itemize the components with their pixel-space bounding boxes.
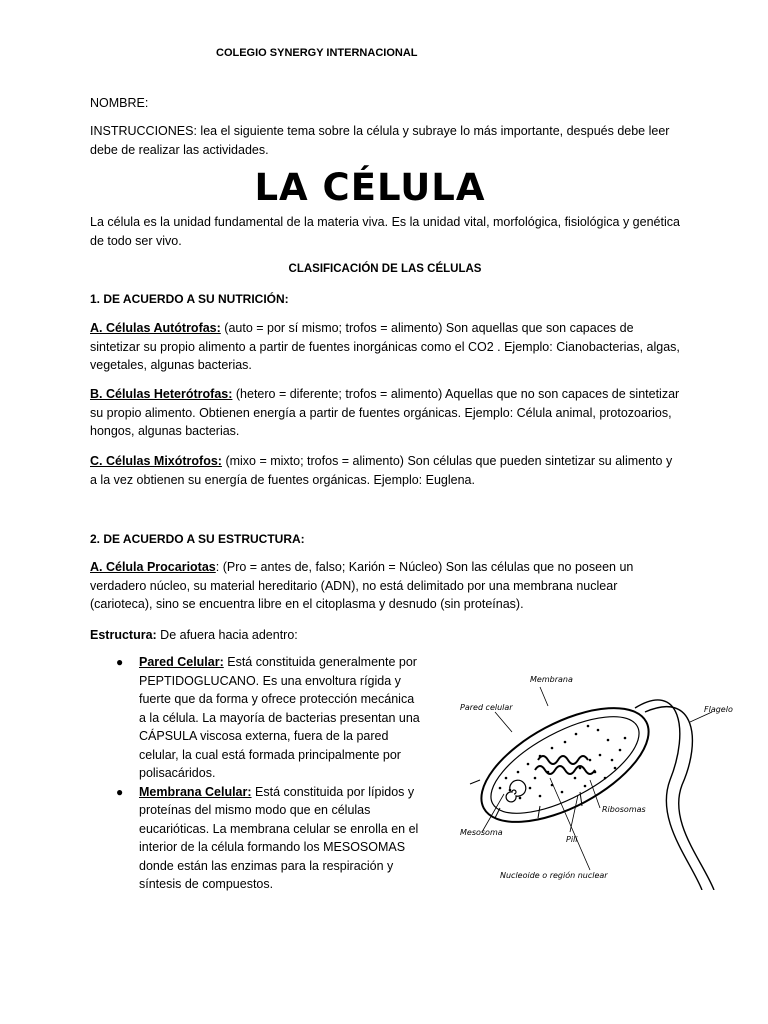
section1-heading: 1. DE ACUERDO A SU NUTRICIÓN: xyxy=(90,292,289,306)
estructura-line xyxy=(90,626,680,645)
school-name: COLEGIO SYNERGY INTERNACIONAL xyxy=(216,47,418,59)
term-procariotas: A. Célula Procariotas xyxy=(90,560,216,574)
text-membrana-celular: Está constituida por lípidos y proteínas del mismo modo que en células eucarióticas. La membrana celular se enrolla en el interior de la célula formando los MESOSOMAS donde están las enzimas para la respiración y síntesis de compuestos. xyxy=(139,784,419,891)
prokaryotic-cell-diagram xyxy=(440,660,750,890)
bullet-icon: ● xyxy=(116,784,124,799)
label-flagelo: Flagelo xyxy=(704,705,733,714)
section2-item-a xyxy=(90,558,680,614)
term-heterotrofas: B. Células Heterótrofas: xyxy=(90,387,233,401)
name-label: NOMBRE: xyxy=(90,96,149,110)
instructions: INSTRUCCIONES: lea el siguiente tema sobre la célula y subraye lo más importante, después debe leer debe de realizar las actividades. xyxy=(90,124,670,157)
text-mixotrofos: (mixo = mixto; trofos = alimento) Son células que pueden sintetizar su alimento y a la vez obtienen su energía de fuentes orgánicas. Ejemplo: Euglena. xyxy=(90,454,673,487)
term-mixotrofos: C. Células Mixótrofos: xyxy=(90,454,222,468)
term-membrana-celular: Membrana Celular: xyxy=(139,784,252,799)
section1-item-c xyxy=(90,452,680,489)
label-pared-celular: Pared celular xyxy=(460,703,513,712)
classification-heading: CLASIFICACIÓN DE LAS CÉLULAS xyxy=(288,263,482,275)
section2-heading: 2. DE ACUERDO A SU ESTRUCTURA: xyxy=(90,532,305,546)
term-autotrofas: A. Células Autótrofas: xyxy=(90,321,221,335)
page-title: LA CÉLULA xyxy=(254,166,486,209)
section1-item-b xyxy=(90,385,680,441)
label-nucleoide: Nucleoide o región nuclear xyxy=(500,871,608,880)
intro-paragraph: La célula es la unidad fundamental de la materia viva. Es la unidad vital, morfológica, fisiológica y genética de todo ser vivo. xyxy=(90,215,680,248)
bullet-icon: ● xyxy=(116,655,124,669)
label-ribosomas: Ribosomas xyxy=(602,805,646,814)
label-membrana: Membrana xyxy=(530,675,573,684)
estructura-label: Estructura: xyxy=(90,628,157,642)
label-pili: Pili xyxy=(566,835,578,844)
list-item xyxy=(112,783,422,894)
text-autotrofas: (auto = por sí mismo; trofos = alimento) Son aquellas que son capaces de sintetizar su propio alimento a partir de fuentes inorgánicas como el CO2 . Ejemplo: Cianobacterias, algas, vegetales, algunas bacterias. xyxy=(90,321,680,372)
term-pared-celular: Pared Celular: xyxy=(139,655,224,669)
text-heterotrofas: (hetero = diferente; trofos = alimento) Aquellas que no son capaces de sintetizar su propio alimento. Obtienen energía a partir de fuentes orgánicas. Ejemplo: Célula animal, protozoarios, hongos, algunas bacterias. xyxy=(90,387,680,438)
text-pared-celular: Está constituida generalmente por PEPTIDOGLUCANO. Es una envoltura rígida y fuerte que da forma y ofrece protección mecánica a la célula. La mayoría de bacterias presentan una CÁPSULA viscosa externa, fuera de la pared celular, la cual está formada principalmente por polisacáridos. xyxy=(139,655,420,780)
text-procariotas: : (Pro = antes de, falso; Karión = Núcleo) Son las células que no poseen un verdadero núcleo, su material hereditario (ADN), no está delimitado por una membrana nuclear (carioteca), sino se encuentra libre en el citoplasma y desnudo (sin proteínas). xyxy=(90,560,634,611)
estructura-text: De afuera hacia adentro: xyxy=(156,628,298,642)
label-mesosoma: Mesosoma xyxy=(460,828,503,837)
structure-bullet-list xyxy=(112,653,422,894)
list-item xyxy=(112,653,422,783)
section1-item-a xyxy=(90,319,680,375)
